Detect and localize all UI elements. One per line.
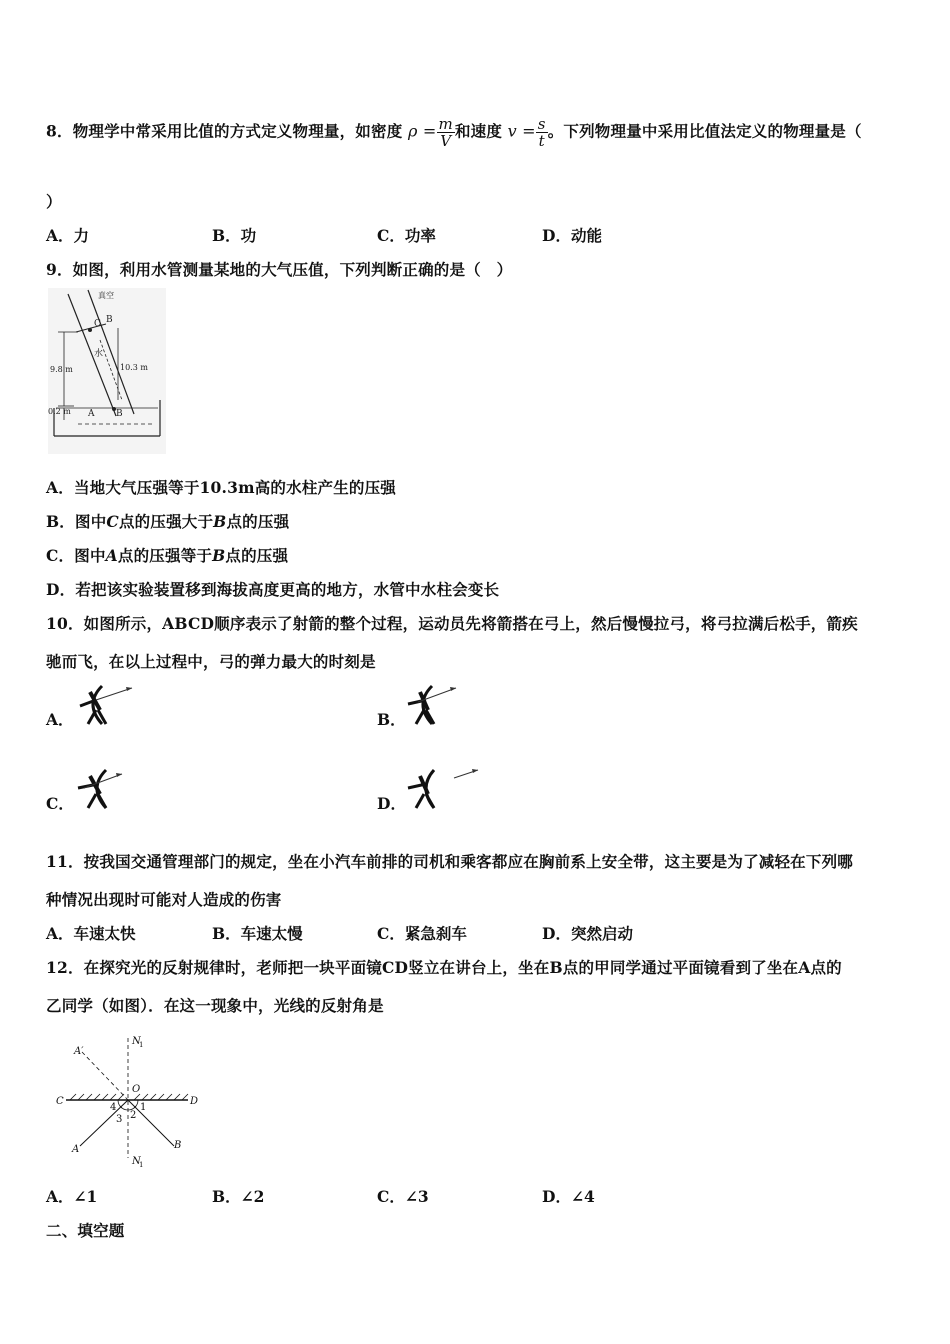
svg-text:C: C	[56, 1096, 64, 1107]
svg-text:真空: 真空	[98, 291, 114, 300]
q12-stem-line2: 乙同学（如图）．在这一现象中，光线的反射角是	[46, 996, 384, 1015]
q10-stem-line1: 10．如图所示，ABCD顺序表示了射箭的整个过程，运动员先将箭搭在弓上，然后慢慢拉弓，将弓拉满后松手，箭疾	[46, 614, 858, 633]
svg-text:N: N	[132, 1156, 141, 1167]
svg-text:B: B	[174, 1140, 182, 1151]
svg-text:A: A	[88, 409, 95, 419]
q10-option-b[interactable]: B．	[377, 710, 406, 729]
svg-text:1: 1	[139, 1161, 144, 1169]
q8-option-b[interactable]: B．功	[212, 226, 257, 245]
svg-text:N: N	[132, 1036, 141, 1047]
svg-text:D: D	[190, 1096, 199, 1107]
svg-text:水: 水	[94, 349, 104, 359]
q9-stem: 9．如图，利用水管测量某地的大气压值，下列判断正确的是（ ）	[46, 260, 513, 279]
q12-option-b[interactable]: B．∠2	[212, 1187, 265, 1206]
q11-stem-line2: 种情况出现时可能对人造成的伤害	[46, 890, 282, 909]
q12-reflection-figure	[52, 1030, 212, 1170]
svg-text:B: B	[116, 409, 123, 419]
v-symbol: v =	[507, 121, 536, 141]
archer-a-figure	[76, 682, 136, 728]
q10-option-c[interactable]: C．	[46, 794, 74, 813]
q8-option-c[interactable]: C．功率	[377, 226, 436, 245]
q9-option-a[interactable]: A．当地大气压强等于10.3m高的水柱产生的压强	[46, 478, 396, 497]
q8-stem: 8．物理学中常采用比值的方式定义物理量，如密度 ρ = $\frac{m}{V}$ 和速度 v = $\frac{s}{t}$ 。下列物理量中采用比值法定义的物理量是（	[46, 115, 862, 150]
svg-text:O: O	[132, 1084, 141, 1095]
svg-text:2: 2	[130, 1110, 137, 1121]
q9-option-b[interactable]: B．图中C点的压强大于B点的压强	[46, 512, 290, 531]
svg-text:3: 3	[116, 1114, 123, 1125]
q9-option-d[interactable]: D．若把该实验装置移到海拔高度更高的地方，水管中水柱会变长	[46, 580, 500, 599]
q10-stem-line2: 驰而飞，在以上过程中，弓的弹力最大的时刻是	[46, 652, 376, 671]
archer-c-figure	[76, 766, 136, 812]
q8-close-paren: ）	[46, 192, 62, 211]
q12-stem-line1: 12．在探究光的反射规律时，老师把一块平面镜CD竖立在讲台上，坐在B点的甲同学通过平面镜看到了坐在A点的	[46, 958, 842, 977]
archer-d-figure	[404, 766, 484, 812]
q11-option-b[interactable]: B．车速太慢	[212, 924, 303, 943]
svg-text:A: A	[72, 1144, 80, 1155]
q12-option-a[interactable]: A．∠1	[46, 1187, 98, 1206]
svg-text:9.8 m: 9.8 m	[50, 365, 73, 374]
svg-text:C: C	[94, 319, 101, 329]
svg-text:0.2 m: 0.2 m	[48, 407, 71, 416]
rho-symbol: ρ =	[408, 121, 437, 141]
svg-text:A′: A′	[74, 1046, 84, 1057]
svg-text:1: 1	[140, 1102, 147, 1113]
svg-text:4: 4	[110, 1102, 117, 1113]
q12-option-d[interactable]: D．∠4	[542, 1187, 595, 1206]
q9-option-c[interactable]: C．图中A点的压强等于B点的压强	[46, 546, 289, 565]
section-title: 二、填空题	[46, 1221, 125, 1240]
q8-option-d[interactable]: D．动能	[542, 226, 602, 245]
density-fraction: $\frac{m}{V}$	[438, 115, 453, 150]
q10-option-a[interactable]: A．	[46, 710, 74, 729]
speed-fraction: $\frac{s}{t}$	[537, 115, 546, 150]
svg-text:10.3 m: 10.3 m	[120, 363, 148, 372]
archer-b-figure	[404, 682, 464, 728]
q9-water-tube-figure	[48, 288, 166, 454]
q10-option-d[interactable]: D．	[377, 794, 406, 813]
q12-option-c[interactable]: C．∠3	[377, 1187, 429, 1206]
q11-option-a[interactable]: A．车速太快	[46, 924, 136, 943]
q11-option-c[interactable]: C．紧急刹车	[377, 924, 467, 943]
q11-stem-line1: 11．按我国交通管理部门的规定，坐在小汽车前排的司机和乘客都应在胸前系上安全带，这主要是为了减轻在下列哪	[46, 852, 853, 871]
svg-text:B: B	[106, 315, 113, 325]
q8-option-a[interactable]: A．力	[46, 226, 90, 245]
svg-text:1: 1	[139, 1041, 144, 1049]
q11-option-d[interactable]: D．突然启动	[542, 924, 633, 943]
